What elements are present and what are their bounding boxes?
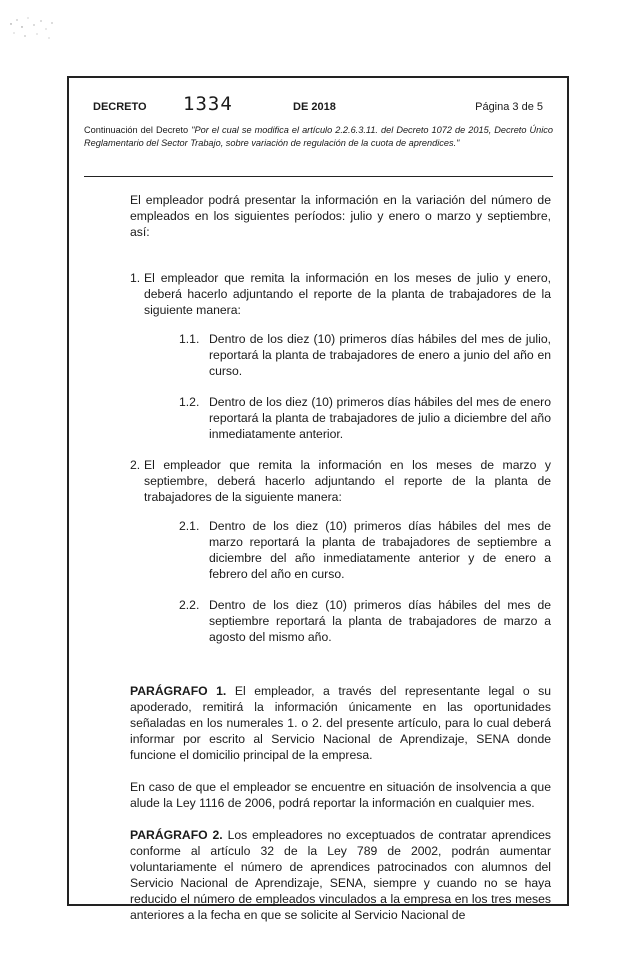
sub-item-text: Dentro de los diez (10) primeros días hábiles del mes de enero reportará la planta de trabajadores de julio a diciembre del año inmediatamente anterior. xyxy=(209,395,551,441)
sub-item-2-2 xyxy=(179,597,551,645)
list-item-2 xyxy=(130,457,551,505)
sub-item-number: 1.2. xyxy=(179,395,200,409)
sub-item-number: 2.2. xyxy=(179,598,200,612)
decree-citation: "Por el cual se modifica el artículo 2.2.6.3.11. del Decreto 1072 de 2015, Decreto Único Reglamentario del Sector Trabajo, sobre variación de regulación de la cuota de aprendices." xyxy=(84,125,553,148)
decree-number: 1334 xyxy=(183,93,233,115)
list-item-text: El empleador que remita la información en los meses de marzo y septiembre, deberá hacerlo adjuntando el reporte de la planta de trabajadores de la siguiente manera: xyxy=(144,458,551,504)
insolvency-paragraph: En caso de que el empleador se encuentre en situación de insolvencia a que alude la Ley 1116 de 2006, podrá reportar la información en cualquier mes. xyxy=(130,780,551,810)
decree-year: DE 2018 xyxy=(293,101,336,113)
paragraph-1 xyxy=(130,683,551,763)
decree-body xyxy=(130,192,551,939)
header-divider xyxy=(84,176,553,177)
sub-item-number: 1.1. xyxy=(179,332,200,346)
document-frame xyxy=(67,76,569,922)
continuation-note xyxy=(84,124,553,150)
sub-item-text: Dentro de los diez (10) primeros días hábiles del mes de marzo reportará la planta de trabajadores de septiembre a diciembre del año inmediatamente anterior y de enero a febrero del año en curso. xyxy=(209,519,551,581)
paragraph-1-text: El empleador, a través del representante legal o su apoderado, remitirá la información únicamente en las oportunidades señaladas en los numerales 1. o 2. del presente artículo, para lo cual deberá informar por escrito al Servicio Nacional de Aprendizaje, SENA donde funcione el domicilio principal de la empresa. xyxy=(130,684,551,762)
intro-paragraph: El empleador podrá presentar la información en la variación del número de empleados en los siguientes períodos: julio y enero o marzo y septiembre, así: xyxy=(130,193,551,239)
sub-item-1-1 xyxy=(179,331,551,379)
page-number: Página 3 de 5 xyxy=(475,101,543,113)
list-item-number: 2. xyxy=(130,458,141,472)
sub-item-1-2 xyxy=(179,394,551,442)
list-item-text: El empleador que remita la información en los meses de julio y enero, deberá hacerlo adjuntando el reporte de la planta de trabajadores de la siguiente manera: xyxy=(144,271,551,317)
decree-header xyxy=(93,93,543,120)
sub-item-text: Dentro de los diez (10) primeros días hábiles del mes de julio, reportará la planta de trabajadores de enero a junio del año en curso. xyxy=(209,332,551,378)
sub-item-number: 2.1. xyxy=(179,519,200,533)
paragraph-2 xyxy=(130,827,551,923)
sub-item-text: Dentro de los diez (10) primeros días hábiles del mes de septiembre reportará la planta de trabajadores de marzo a agosto del mismo año. xyxy=(209,598,551,644)
list-item-number: 1. xyxy=(130,271,141,285)
decree-label: DECRETO xyxy=(93,101,147,113)
list-item-1 xyxy=(130,270,551,318)
scan-speckle xyxy=(8,14,58,44)
sub-item-2-1 xyxy=(179,518,551,582)
paragraph-1-label: PARÁGRAFO 1. xyxy=(130,684,227,698)
paragraph-2-text: Los empleadores no exceptuados de contratar aprendices conforme al artículo 32 de la Ley 789 de 2002, podrán aumentar voluntariamente el número de aprendices patrocinados con alumnos del Servicio Nacional de Aprendizaje, SENA, siempre y cuando no se haya reducido el número de empleados vinculados a la empresa en los tres meses anteriores a la fecha en que se solicite al Servicio Nacional de xyxy=(130,828,552,922)
paragraph-2-label: PARÁGRAFO 2. xyxy=(130,828,223,842)
continuation-prefix: Continuación del Decreto xyxy=(84,125,189,135)
